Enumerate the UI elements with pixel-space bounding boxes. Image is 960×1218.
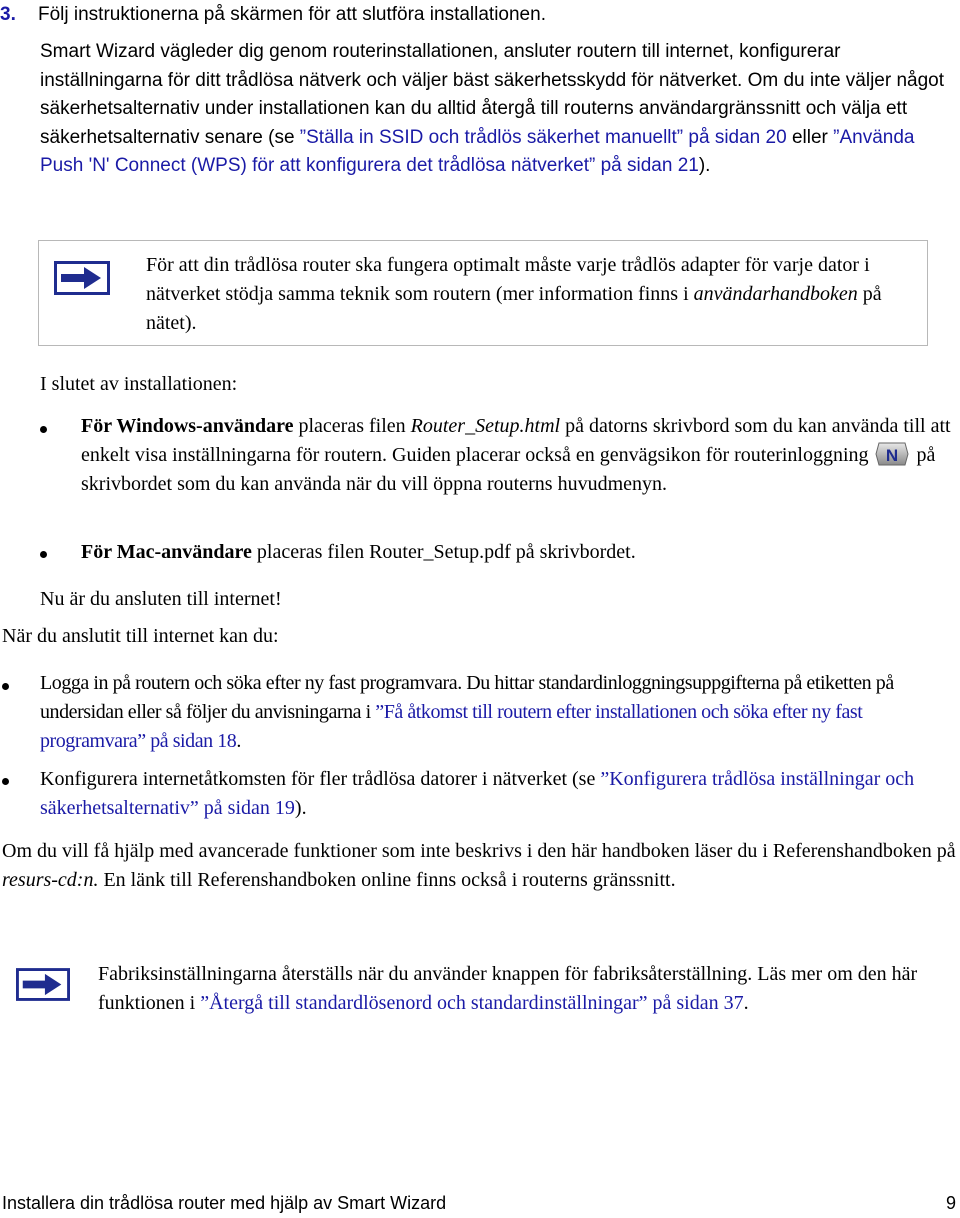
windows-text-c: på skrivbordet som du kan använda när du vill öppna routerns huvudmenyn. (81, 444, 936, 496)
link-restore-defaults[interactable]: ”Återgå till standardlösenord och standardinställningar” på sidan 37 (200, 992, 744, 1014)
footer-title: Installera din trådlösa router med hjälp av Smart Wizard (2, 1193, 447, 1213)
note2-text-a: Fabriksinställningarna återställs när du använder knappen för fabriksåterställning. Läs mer om den här funktionen i (98, 963, 918, 1014)
step-heading (0, 3, 960, 27)
list-item-windows (81, 412, 956, 499)
note-box-adapter (38, 240, 928, 346)
link-push-n-connect[interactable]: ”Använda Push 'N' Connect (WPS) för att konfigurera det trådlösa nätverket” på sidan 21 (40, 126, 915, 177)
step-number: 3. (0, 4, 16, 25)
note-arrow-icon (16, 968, 70, 1001)
advanced-italic: resurs-cd:n. (2, 869, 99, 891)
intro-text-2: Om du inte väljer något säkerhetsalternativ under installationen kan du alltid återgå till routerns användargränssnitt och välja ett säkerhetsalternativ senare (se (40, 69, 945, 148)
intro-end: ). (698, 155, 711, 177)
list-item-mac (81, 538, 956, 567)
advanced-text-b: En länk till Referenshandboken online finns också i routerns gränssnitt. (98, 869, 676, 891)
file-name: Router_Setup.html (410, 415, 561, 437)
bullet-dot (40, 551, 47, 558)
connected-message: Nu är du ansluten till internet! (40, 588, 282, 610)
when-connected-heading: När du anslutit till internet kan du: (2, 625, 279, 647)
link-wireless-settings[interactable]: ”Konfigurera trådlösa inställningar och säkerhetsalternativ” på sidan 19 (40, 768, 915, 819)
page-footer (2, 1192, 958, 1214)
link-ssid-security[interactable]: ”Ställa in SSID och trådlös säkerhet manuellt” på sidan 20 (299, 126, 787, 148)
advanced-text-a: Om du vill få hjälp med avancerade funktioner som inte beskrivs i den här handboken läser du i Referenshandboken på (2, 840, 956, 862)
bullet-dot (2, 778, 9, 785)
windows-text-b: på datorns skrivbord som du kan använda till att enkelt visa inställningarna för routern. Guiden placerar också en genvägsikon för routerinloggning (81, 415, 951, 466)
note-text-a: För att din trådlösa router ska fungera optimalt måste varje trådlös adapter för varje dator i nätverket stödja samma teknik som routern (mer information finns i (146, 254, 870, 305)
netgear-n-icon (875, 440, 909, 468)
note-text (98, 960, 953, 1018)
note-text-italic: användarhandboken (693, 283, 858, 305)
note-text (146, 251, 921, 338)
intro-mid: eller (786, 126, 834, 148)
note-text-b: på nätet). (146, 283, 882, 334)
configure-text: Konfigurera internetåtkomsten för fler trådlösa datorer i nätverket (se (40, 768, 601, 790)
note-arrow-icon (54, 261, 110, 295)
link-access-router[interactable]: ”Få åtkomst till routern efter installationen och söka efter ny fast programvara” på sidan 18 (40, 701, 863, 752)
list-item-login (40, 669, 955, 756)
mac-text: placeras filen Router_Setup.pdf på skrivbordet. (251, 541, 636, 563)
login-text-end: . (236, 730, 241, 752)
advanced-paragraph (2, 837, 957, 895)
mac-label: För Mac-användare (81, 541, 252, 563)
install-end-heading: I slutet av installationen: (40, 373, 238, 395)
list-item-configure (40, 765, 955, 823)
note2-text-b: . (743, 992, 749, 1014)
windows-label: För Windows-användare (81, 415, 294, 437)
page-number: 9 (945, 1193, 956, 1213)
login-text: Logga in på routern och söka efter ny fast programvara. Du hittar standardinloggningsuppgifterna på etiketten på undersidan eller så följer du anvisningarna i (40, 672, 894, 723)
bullet-dot (2, 683, 9, 690)
note-box-factory-reset (0, 960, 960, 1050)
svg-text:N: N (885, 446, 898, 466)
bullet-dot (40, 426, 47, 433)
step-text: Följ instruktionerna på skärmen för att slutföra installationen. (38, 4, 546, 25)
windows-text-a: placeras filen (293, 415, 411, 437)
intro-paragraph (40, 38, 955, 181)
configure-text-end: ). (294, 797, 307, 819)
intro-text-1: Smart Wizard vägleder dig genom routerinstallationen, ansluter routern till internet, konfigurerar inställningarna för ditt trådlösa nätverk och väljer bäst säkerhetsskydd för nätverket. (40, 41, 841, 91)
